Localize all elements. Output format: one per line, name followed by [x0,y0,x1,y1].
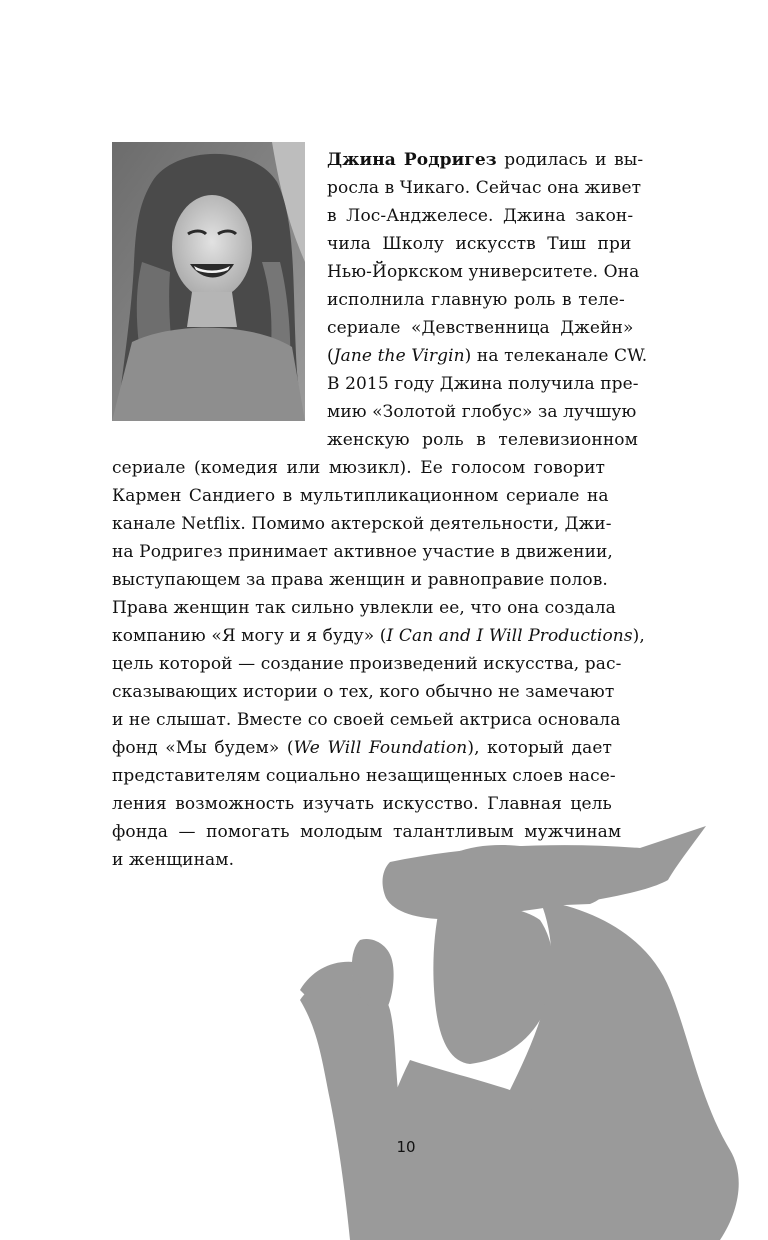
bio-line-3: в Лос-Анджелесе. Джина закон- [327,206,634,226]
italic-show: Jane the Virgin [333,346,465,366]
bio-text: родилась и вы- [504,150,644,170]
bio-line-15: на Родригез принимает активное участие в движении, [112,542,613,562]
page-number: 10 [396,1138,416,1156]
italic-foundation: We Will Foundation [293,738,468,758]
portrait-photo-icon [112,142,305,421]
bio-line-25: фонда — помогать молодым талантливым мужчинам [112,822,622,842]
bio-line-2: росла в Чикаго. Сейчас она живет [327,178,642,198]
bio-text: компанию «Я могу и я буду» ( [112,626,387,646]
bio-line-24: ления возможность изучать искусство. Главная цель [112,794,612,814]
bio-line-1 [327,147,687,173]
bio-name: Джина Родригез [327,150,497,170]
bio-text: ), [632,626,645,646]
italic-company: I Can and I Will Productions [386,626,633,646]
bio-line-20: сказывающих истории о тех, кого обычно не замечают [112,682,615,702]
bio-text: ), который дает [467,738,612,758]
bio-line-22 [112,735,612,761]
bio-line-10: мию «Золотой глобус» за лучшую [327,402,637,422]
bio-line-9: В 2015 году Джина получила пре- [327,374,639,394]
bio-line-21: и не слышат. Вместе со своей семьей актриса основала [112,710,621,730]
bio-line-16: выступающем за права женщин и равноправие полов. [112,570,608,590]
bio-line-23: представителям социально незащищенных слоев насе- [112,766,616,786]
bio-line-12: сериале (комедия или мюзикл). Ее голосом говорит [112,458,606,478]
bio-line-19: цель которой — создание произведений искусства, рас- [112,654,622,674]
bio-line-6: исполнила главную роль в теле- [327,290,625,310]
bio-line-5: Нью-Йоркском университете. Она [327,262,640,282]
bio-line-17: Права женщин так сильно увлекли ее, что она создала [112,598,616,618]
bio-line-4: чила Школу искусств Тиш при [327,234,632,254]
bio-line-13: Кармен Сандиего в мультипликационном сериале на [112,486,609,506]
bio-text: фонд «Мы будем» ( [112,738,294,758]
bio-line-7: сериале «Девственница Джейн» [327,318,634,338]
bio-line-8: (Jane the Virgin) на телеканале CW. [327,346,648,366]
portrait-photo [112,142,305,421]
bio-line-26: и женщинам. [112,850,235,870]
bio-line-11: женскую роль в телевизионном [327,430,638,450]
bio-line-18 [112,623,645,649]
bio-line-14: канале Netflix. Помимо актерской деятельности, Джи- [112,514,612,534]
bio-text: на телеканале CW. [476,346,648,366]
